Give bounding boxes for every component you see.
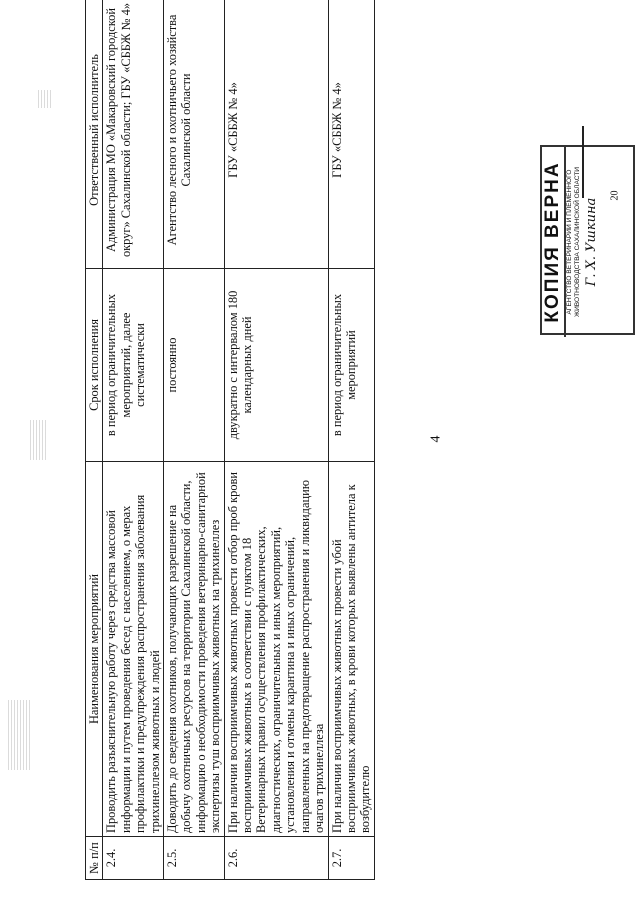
row-term: в период ограничительных мероприятий, далее систематически	[103, 269, 164, 462]
table-row	[164, 0, 225, 880]
row-name: Доводить до сведения охотников, получающих разрешение на добычу охотничьих ресурсов на территории Сахалинской области, информацию о необходимости проведения ветеринарно-санитарной экспертизы туш восприимчивых животных на трихинеллез	[164, 462, 225, 837]
row-responsible: Агентство лесного и охотничьего хозяйства Сахалинской области	[164, 0, 225, 269]
row-responsible: ГБУ «СББЖ № 4»	[224, 0, 328, 269]
certified-copy-stamp	[540, 145, 635, 335]
row-responsible: ГБУ «СББЖ № 4»	[328, 0, 374, 269]
measures-table	[85, 0, 375, 880]
row-term: двукратно с интервалом 180 календарных дней	[224, 269, 328, 462]
row-name: При наличии восприимчивых животных провести отбор проб крови восприимчивых животных в соответствии с пунктом 18 Ветеринарных правил осуществления профилактических, диагностических, ограничительных и иных мероприятий, установления и отмены карантина и иных ограничений, направленных на предотвращение распространения и ликвидацию очагов трихинеллеза	[224, 462, 328, 837]
row-name: Проводить разъяснительную работу через средства массовой информации и путем проведения бесед с населением, о мерах профилактики и предупреждения распространения заболевания трихинеллезом животных и людей	[103, 462, 164, 837]
table-header-row	[86, 0, 103, 880]
row-num: 2.4.	[103, 837, 164, 880]
rotated-table-container	[85, 2, 605, 890]
signature-stroke	[582, 126, 584, 198]
header-term: Срок исполнения	[86, 269, 103, 462]
row-responsible: Администрация МО «Макаровский городской округ» Сахалинской области; ГБУ «СББЖ № 4»	[103, 0, 164, 269]
stamp-signature: Г. Х. Ушкина	[584, 197, 599, 287]
stamp-title: КОПИЯ ВЕРНА	[542, 147, 566, 337]
page-number: 4	[428, 435, 444, 443]
row-num: 2.7.	[328, 837, 374, 880]
header-responsible: Ответственный исполнитель	[86, 0, 103, 269]
row-term: постоянно	[164, 269, 225, 462]
scan-artifact-bottom	[8, 700, 30, 770]
scan-artifact-top	[38, 90, 52, 108]
header-num: № п/п	[86, 837, 103, 880]
row-num: 2.6.	[224, 837, 328, 880]
stamp-agency-line1: АГЕНТСТВО ВЕТЕРИНАРИИ И ПЛЕМЕННОГО	[566, 169, 573, 315]
scan-artifact-middle	[30, 420, 48, 460]
header-name: Наименования мероприятий	[86, 462, 103, 837]
table-row	[224, 0, 328, 880]
row-name: При наличии восприимчивых животных провести убой восприимчивых животных, в крови которых выявлены антитела к возбудителю	[328, 462, 374, 837]
stamp-page-number: 20	[609, 190, 621, 201]
stamp-content	[542, 147, 637, 337]
stamp-agency-line2: ЖИВОТНОВОДСТВА САХАЛИНСКОЙ ОБЛАСТИ	[574, 166, 581, 318]
table-row	[103, 0, 164, 880]
row-num: 2.5.	[164, 837, 225, 880]
row-term: в период ограничительных мероприятий	[328, 269, 374, 462]
table-row	[328, 0, 374, 880]
